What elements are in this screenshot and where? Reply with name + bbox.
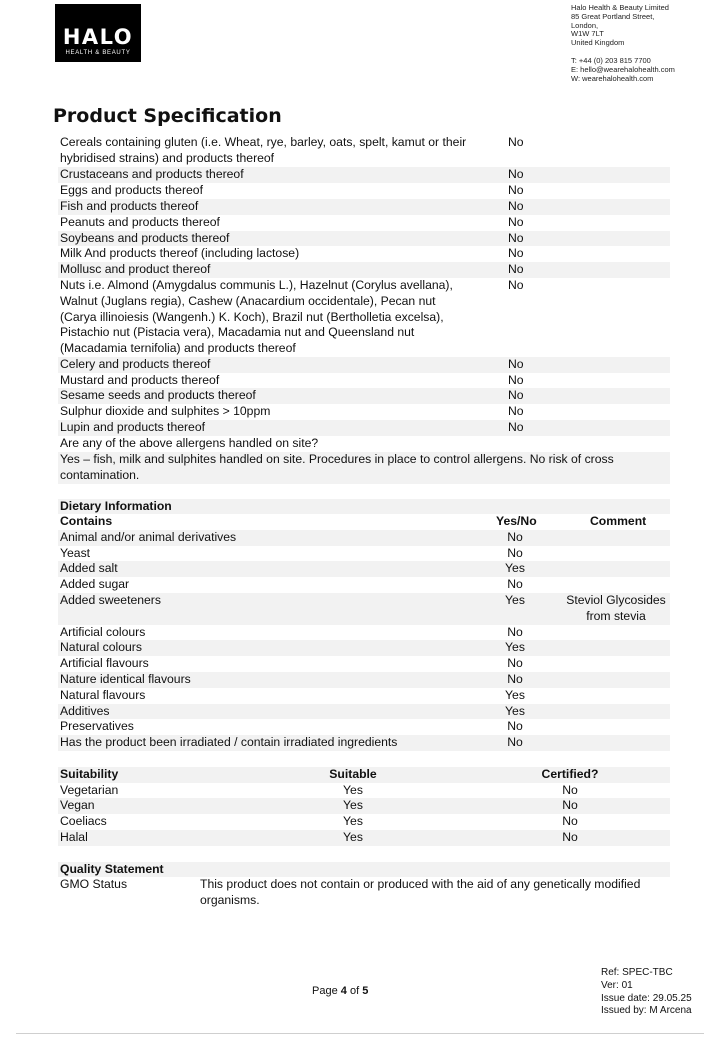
suitability-row [58, 783, 670, 798]
dietary-value: No [507, 656, 523, 670]
quality-heading: Quality Statement [60, 862, 164, 876]
allergen-row [58, 373, 670, 388]
allergen-value: No [508, 167, 524, 181]
dietary-row [58, 546, 670, 561]
col-suitable: Suitable [329, 767, 377, 781]
quality-text: This product does not contain or produced with the aid of any genetically modified organisms. [200, 877, 641, 907]
page-number [312, 985, 368, 997]
dietary-row [58, 735, 670, 751]
dietary-value: Yes [505, 688, 525, 702]
allergen-value: No [508, 183, 524, 197]
certified-value: No [562, 830, 578, 844]
dietary-value: No [507, 546, 523, 560]
dietary-value: Yes [505, 704, 525, 718]
dietary-row [58, 593, 670, 625]
allergen-value: No [508, 373, 524, 387]
suitable-value: Yes [343, 814, 363, 828]
dietary-heading-row [58, 499, 670, 514]
doc-issue-date: Issue date: 29.05.25 [601, 992, 692, 1004]
dietary-row [58, 656, 670, 672]
logo-main-text: HALO [62, 25, 134, 49]
dietary-comment: Steviol Glycosides from stevia [566, 593, 666, 623]
page-total: 5 [362, 985, 369, 997]
address-line: London, [571, 20, 599, 30]
quality-row [58, 877, 670, 909]
dietary-label: Natural colours [60, 640, 142, 654]
address-line: 85 Great Portland Street, [571, 11, 655, 21]
address-line: United Kingdom [571, 38, 625, 48]
dietary-value: No [507, 719, 523, 733]
dietary-value: No [507, 530, 523, 544]
dietary-label: Artificial flavours [60, 656, 149, 670]
allergen-label: Peanuts and products thereof [60, 215, 220, 229]
contact-email: E: hello@wearehalohealth.com [571, 64, 675, 74]
allergen-value: No [508, 278, 524, 292]
allergen-row [58, 388, 670, 404]
dietary-label: Added sugar [60, 577, 130, 591]
dietary-value: Yes [505, 640, 525, 654]
allergen-row [58, 420, 670, 436]
doc-issued-by: Issued by: M Arcena [601, 1005, 692, 1017]
suitability-row [58, 798, 670, 814]
dietary-row [58, 719, 670, 735]
allergen-label: Sulphur dioxide and sulphites > 10ppm [60, 404, 271, 418]
allergen-label: Fish and products thereof [60, 199, 199, 213]
contact-website: W: wearehalohealth.com [571, 73, 654, 83]
halo-logo [55, 4, 141, 62]
allergen-answer: Yes – fish, milk and sulphites handled on site. Procedures in place to control allergens. No risk of cross contamination. [60, 452, 614, 482]
suitability-row [58, 830, 670, 846]
document-reference [601, 967, 692, 1018]
allergen-row [58, 215, 670, 231]
allergen-value: No [508, 388, 524, 402]
allergen-question: Are any of the above allergens handled on site? [60, 436, 319, 450]
page-current: 4 [340, 985, 347, 997]
allergen-row [58, 262, 670, 278]
suitability-label: Halal [60, 830, 88, 844]
allergen-value: No [508, 135, 524, 149]
allergen-label: Lupin and products thereof [60, 420, 206, 434]
company-address [571, 4, 675, 83]
certified-value: No [562, 798, 578, 812]
certified-value: No [562, 814, 578, 828]
dietary-value: Yes [505, 593, 525, 607]
dietary-label: Animal and/or animal derivatives [60, 530, 237, 544]
dietary-row [58, 577, 670, 593]
page-of: of [349, 985, 360, 997]
logo-sub-text: HEALTH & BEAUTY [65, 50, 131, 56]
quality-heading-row [58, 862, 670, 877]
allergen-label: Eggs and products thereof [60, 183, 203, 197]
dietary-row [58, 688, 670, 704]
dietary-value: No [507, 577, 523, 591]
allergen-row [58, 246, 670, 262]
col-yes-no: Yes/No [496, 514, 537, 528]
allergen-row [58, 357, 670, 373]
dietary-label: Yeast [60, 546, 91, 560]
col-certified: Certified? [541, 767, 599, 781]
suitability-label: Coeliacs [60, 814, 107, 828]
col-suitability: Suitability [60, 767, 119, 781]
suitability-header-row [58, 767, 670, 783]
allergen-row [58, 278, 670, 357]
allergen-row [58, 404, 670, 420]
contact-phone: T: +44 (0) 203 815 7700 [571, 55, 651, 65]
allergen-label: Celery and products thereof [60, 357, 211, 371]
allergen-row [58, 199, 670, 215]
suitability-row [58, 814, 670, 830]
allergen-label: Soybeans and products thereof [60, 231, 230, 245]
suitability-label: Vegan [60, 798, 95, 812]
allergen-row [58, 183, 670, 199]
allergen-label: Cereals containing gluten (i.e. Wheat, rye, barley, oats, spelt, kamut or their hybridised strains) and products thereof [60, 135, 467, 165]
address-line: Halo Health & Beauty Limited [571, 3, 669, 12]
allergen-answer-row [58, 452, 670, 484]
dietary-row [58, 561, 670, 577]
doc-ref: Ref: SPEC-TBC [601, 967, 673, 978]
dietary-row [58, 625, 670, 640]
dietary-value: Yes [505, 561, 525, 575]
allergen-row [58, 135, 670, 167]
allergen-label: Milk And products thereof (including lactose) [60, 246, 300, 260]
dietary-label: Nature identical flavours [60, 672, 191, 686]
allergen-value: No [508, 262, 524, 276]
allergen-label: Mollusc and product thereof [60, 262, 211, 276]
dietary-label: Artificial colours [60, 625, 146, 639]
quality-label: GMO Status [60, 877, 128, 891]
dietary-label: Natural flavours [60, 688, 146, 702]
certified-value: No [562, 783, 578, 797]
dietary-header-row [58, 514, 670, 530]
allergen-question-row [58, 436, 670, 452]
allergen-value: No [508, 404, 524, 418]
page-title: Product Specification [53, 105, 282, 127]
dietary-value: No [507, 625, 523, 639]
allergen-label: Sesame seeds and products thereof [60, 388, 256, 402]
dietary-row [58, 640, 670, 656]
allergen-value: No [508, 231, 524, 245]
dietary-label: Preservatives [60, 719, 134, 733]
dietary-label: Added salt [60, 561, 118, 575]
dietary-row [58, 704, 670, 719]
allergen-row [58, 231, 670, 246]
dietary-label: Additives [60, 704, 110, 718]
suitability-label: Vegetarian [60, 783, 119, 797]
dietary-value: No [507, 672, 523, 686]
allergen-value: No [508, 215, 524, 229]
dietary-heading: Dietary Information [60, 499, 172, 513]
col-comment: Comment [590, 514, 647, 528]
dietary-label: Added sweeteners [60, 593, 161, 607]
allergen-value: No [508, 199, 524, 213]
dietary-row [58, 530, 670, 546]
col-contains: Contains [60, 514, 113, 528]
allergen-value: No [508, 246, 524, 260]
dietary-label: Has the product been irradiated / contain irradiated ingredients [60, 735, 398, 749]
page-prefix: Page [312, 985, 338, 997]
allergen-label: Nuts i.e. Almond (Amygdalus communis L.), Hazelnut (Corylus avellana), Walnut (Juglans regia), Cashew (Anacardium occidentale), Pecan nut (Carya illinoiesis (Wangenh.) K. Koch), Brazil nut (Bertholletia excelsa), Pistachio nut (Pistacia vera), Macadamia nut and Queensland nut (Macadamia ternifolia) and products thereof [60, 278, 453, 356]
doc-version: Ver: 01 [601, 979, 633, 991]
address-line: W1W 7LT [571, 29, 604, 39]
allergen-value: No [508, 357, 524, 371]
footer-divider [16, 1033, 704, 1034]
allergen-row [58, 167, 670, 183]
dietary-row [58, 672, 670, 688]
allergen-label: Mustard and products thereof [60, 373, 220, 387]
suitable-value: Yes [343, 830, 363, 844]
suitable-value: Yes [343, 783, 363, 797]
allergen-value: No [508, 420, 524, 434]
suitable-value: Yes [343, 798, 363, 812]
dietary-value: No [507, 735, 523, 749]
allergen-label: Crustaceans and products thereof [60, 167, 244, 181]
